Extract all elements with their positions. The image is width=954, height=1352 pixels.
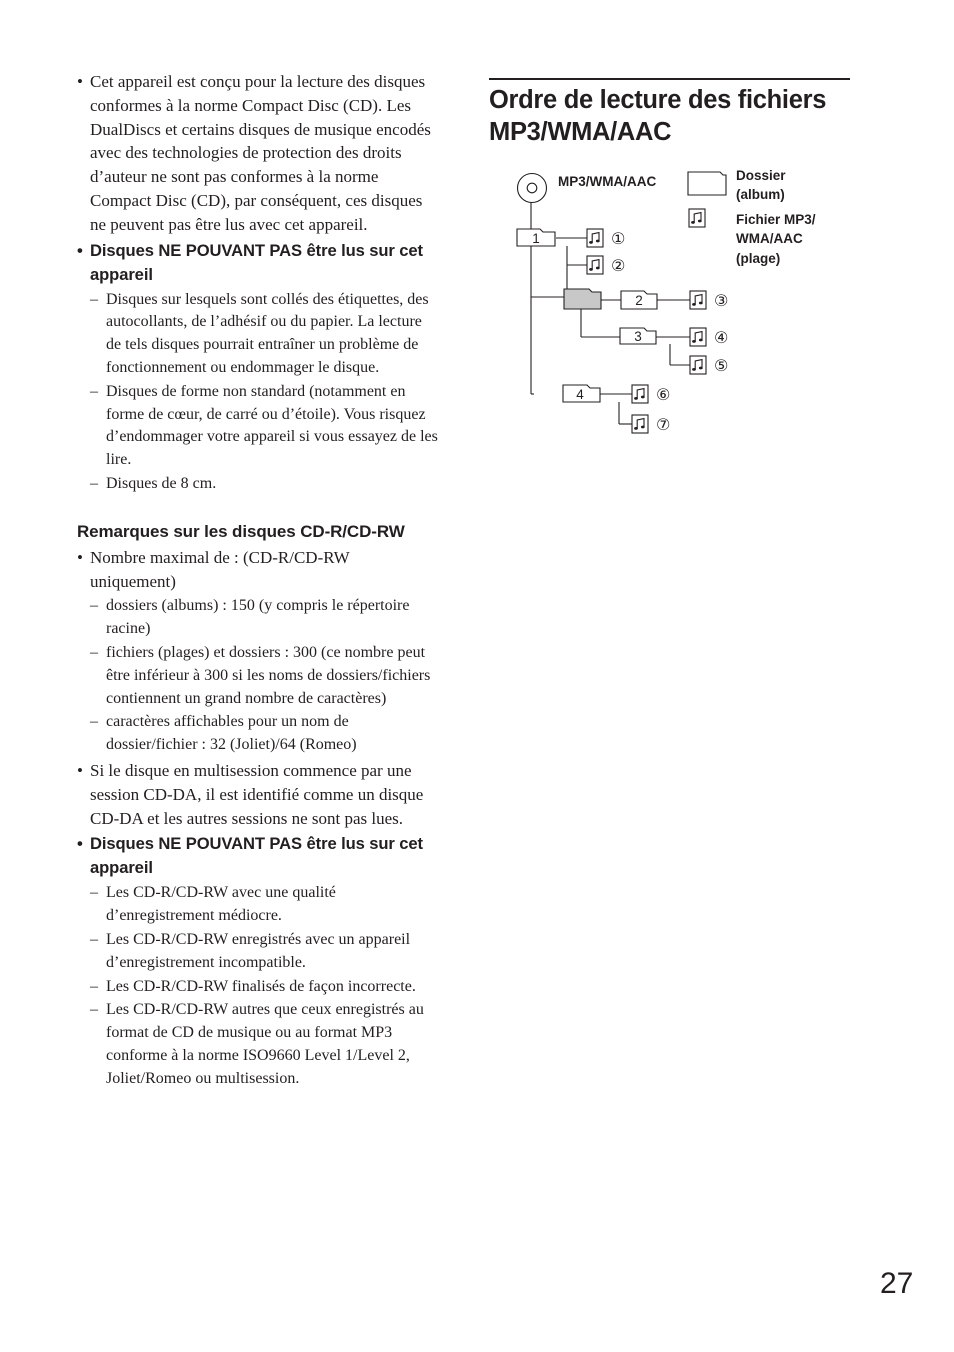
list-item: – Les CD-R/CD-RW autres que ceux enregistrés au format de CD de musique ou au format MP3 conforme à la norme ISO9660 Level 1/Level 2, Joliet/Romeo ou multisession.	[77, 999, 439, 1090]
track-mark-5: ⑤	[714, 358, 729, 375]
max-list	[77, 595, 439, 757]
page-number: 27	[880, 1267, 914, 1300]
music-file-icon	[690, 291, 706, 309]
list-item: – Les CD-R/CD-RW avec une qualité d’enregistrement médiocre.	[77, 882, 439, 928]
section-rule	[489, 78, 850, 80]
track-mark-7: ⑦	[656, 417, 671, 434]
cdr-heading: Remarques sur les disques CD-R/CD-RW	[77, 521, 405, 541]
playback-order-diagram	[510, 162, 850, 452]
list-item: – caractères affichables pour un nom de dossier/fichier : 32 (Joliet)/64 (Romeo)	[77, 711, 439, 757]
section-title-line-1: Ordre de lecture des fichiers	[489, 86, 827, 114]
folder-number-4: 4	[576, 387, 584, 402]
music-file-icon	[690, 328, 706, 346]
diagram-svg	[510, 162, 850, 447]
track-mark-2: ②	[611, 258, 626, 275]
track-mark-4: ④	[714, 330, 729, 347]
music-file-icon	[632, 385, 648, 403]
list-item: – fichiers (plages) et dossiers : 300 (ce nombre peut être inférieur à 300 si les noms de dossiers/fichiers contiennent un grand nombre de caractères)	[77, 642, 439, 710]
bullet-cannot-play-1: • Disques NE POUVANT PAS être lus sur cet appareil	[77, 239, 439, 287]
legend-file-label: Fichier MP3/ WMA/AAC (plage)	[736, 212, 816, 266]
bullet-intro: • Cet appareil est conçu pour la lecture des disques conformes à la norme Compact Disc (CD). Les DualDiscs et certains disques de musique encodés avec des technologies de protection des droits d’auteur ne sont pas conformes à la norme Compact Disc (CD), par conséquent, ces disques ne peuvent pas être lus avec cet appareil.	[77, 70, 439, 237]
list-item: – Disques de 8 cm.	[77, 473, 439, 496]
root-label: MP3/WMA/AAC	[558, 174, 657, 189]
bullet-max: • Nombre maximal de : (CD-R/CD-RW uniquement)	[77, 546, 439, 594]
legend-folder-label: Dossier (album)	[736, 168, 786, 202]
cannot-play-1-list	[77, 289, 439, 496]
track-mark-3: ③	[714, 293, 729, 310]
folder-number-2: 2	[635, 293, 643, 308]
legend-file-icon	[689, 209, 705, 227]
right-column	[489, 78, 850, 148]
folder-number-1: 1	[532, 231, 540, 246]
left-column	[77, 70, 439, 1092]
folder-icon	[564, 289, 601, 309]
list-item: – dossiers (albums) : 150 (y compris le répertoire racine)	[77, 595, 439, 641]
cannot-play-2-list	[77, 882, 439, 1090]
track-mark-1: ①	[611, 231, 626, 248]
track-mark-6: ⑥	[656, 387, 671, 404]
list-item: – Disques de forme non standard (notamment en forme de cœur, de carré ou d’étoile). Vous risquez d’endommager votre appareil si vous essayez de les lire.	[77, 381, 439, 472]
folder-number-3: 3	[634, 329, 642, 344]
music-file-icon	[690, 356, 706, 374]
music-file-icon	[587, 256, 603, 274]
root-disc-icon	[518, 174, 547, 203]
list-item: – Les CD-R/CD-RW finalisés de façon incorrecte.	[77, 976, 439, 999]
bullet-cannot-play-2: • Disques NE POUVANT PAS être lus sur cet appareil	[77, 832, 439, 880]
legend-folder-icon	[688, 172, 726, 195]
list-item: – Les CD-R/CD-RW enregistrés avec un appareil d’enregistrement incompatible.	[77, 929, 439, 975]
bullet-multisession: • Si le disque en multisession commence par une session CD-DA, il est identifié comme un disque CD-DA et les autres sessions ne sont pas lues.	[77, 759, 439, 830]
section-title	[489, 84, 850, 148]
list-item: – Disques sur lesquels sont collés des étiquettes, des autocollants, de l’adhésif ou du papier. La lecture de tels disques pourrait entraîner un problème de fonctionnement ou endommager le disque.	[77, 289, 439, 380]
music-file-icon	[632, 415, 648, 433]
section-title-line-2: MP3/WMA/AAC	[489, 118, 672, 146]
music-file-icon	[587, 229, 603, 247]
